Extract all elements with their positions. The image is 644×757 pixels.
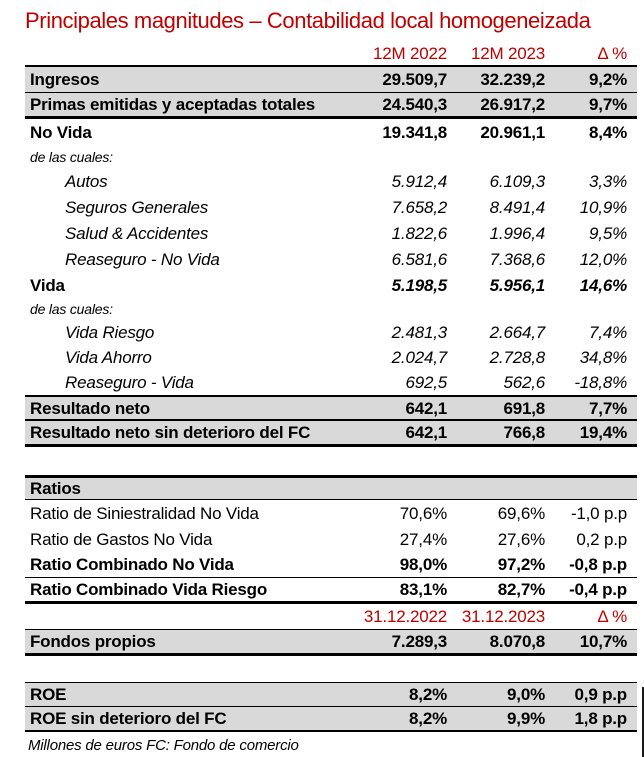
label-cell: Reaseguro - Vida — [65, 373, 194, 392]
col-header-delta: Δ % — [597, 44, 627, 63]
value-2023: 2.664,7 — [489, 323, 545, 342]
value-delta: 10,7% — [579, 632, 627, 651]
value-2023: 1.996,4 — [489, 223, 545, 243]
equity-table — [25, 604, 637, 656]
ratios-section-header — [25, 475, 637, 500]
value-2023: 9,9% — [507, 709, 545, 728]
label-cell: Vida — [30, 275, 65, 295]
value-delta: 7,4% — [589, 323, 627, 342]
label-cell: Primas emitidas y aceptadas totales — [30, 95, 315, 114]
equity-header-row — [25, 604, 637, 630]
row-roe-sin-fc — [25, 707, 637, 732]
label-cell: ROE — [30, 685, 67, 704]
col-header-31-12-2022: 31.12.2022 — [363, 607, 447, 626]
label-cell: No Vida — [30, 123, 92, 142]
value-2023: 5.956,1 — [489, 275, 545, 295]
value-delta: -18,8% — [574, 373, 627, 392]
row-ratio-combinado-vida-riesgo — [25, 578, 637, 604]
row-roe — [25, 682, 637, 707]
value-2022: 7.289,3 — [391, 632, 447, 651]
value-2023: 20.961,1 — [480, 123, 545, 142]
value-delta: 8,4% — [589, 123, 627, 142]
main-table-header-row — [25, 42, 637, 67]
label-cell: Seguros Generales — [65, 197, 209, 217]
row-ingresos — [25, 67, 637, 93]
section-title: Ratios — [30, 479, 81, 498]
label-cell: de las cuales: — [30, 149, 113, 165]
label-cell: Ratio de Siniestralidad No Vida — [30, 503, 259, 523]
value-2022: 29.509,7 — [382, 70, 447, 89]
label-cell: Ratio Combinado No Vida — [30, 555, 234, 574]
value-2022: 70,6% — [399, 503, 447, 523]
roe-table — [25, 682, 637, 732]
value-2023: 97,2% — [497, 555, 545, 574]
value-2023: 6.109,3 — [489, 171, 545, 191]
row-vida-riesgo — [25, 320, 637, 345]
section-gap — [25, 656, 637, 682]
value-2022: 24.540,3 — [382, 95, 447, 114]
row-resultado-neto-sin-fc — [25, 421, 637, 447]
value-delta: 0,2 p.p — [576, 529, 627, 549]
value-2023: 26.917,2 — [480, 95, 545, 114]
col-header-delta: Δ % — [597, 607, 627, 626]
value-delta: 12,0% — [579, 249, 627, 269]
row-ratio-gastos — [25, 526, 637, 552]
value-delta: 0,9 p.p — [574, 685, 627, 704]
label-cell: Fondos propios — [30, 632, 156, 651]
value-delta: 3,3% — [589, 171, 627, 191]
value-delta: 10,9% — [579, 197, 627, 217]
label-cell: ROE sin deterioro del FC — [30, 709, 227, 728]
value-delta: 1,8 p.p — [574, 709, 627, 728]
label-cell: de las cuales: — [30, 301, 113, 317]
row-fondos-propios — [25, 630, 637, 656]
value-2022: 27,4% — [399, 529, 447, 549]
footnote: Millones de euros FC: Fondo de comercio — [28, 737, 299, 754]
page-title: Principales magnitudes – Contabilidad local homogeneizada — [25, 8, 591, 33]
value-delta: 7,7% — [589, 398, 627, 418]
value-2023: 9,0% — [507, 685, 545, 704]
value-2022: 692,5 — [405, 373, 447, 392]
ratios-table — [25, 475, 637, 604]
value-2022: 1.822,6 — [391, 223, 447, 243]
value-2022: 98,0% — [399, 555, 447, 574]
label-cell: Autos — [65, 171, 108, 191]
row-ratio-combinado-no-vida — [25, 552, 637, 578]
value-2022: 642,1 — [405, 398, 447, 418]
value-2023: 8.491,4 — [489, 197, 545, 217]
row-ratio-siniestralidad — [25, 500, 637, 526]
label-cell: Salud & Accidentes — [65, 223, 209, 243]
label-cell: Reaseguro - No Vida — [65, 249, 220, 269]
value-2022: 2.481,3 — [391, 323, 447, 342]
value-delta: 14,6% — [579, 275, 627, 295]
value-delta: 19,4% — [579, 423, 627, 442]
row-salud-accidentes — [25, 220, 637, 246]
col-header-2022: 12M 2022 — [372, 44, 447, 63]
col-header-31-12-2023: 31.12.2023 — [461, 607, 545, 626]
value-2022: 5.912,4 — [391, 171, 447, 191]
label-cell: Ratio Combinado Vida Riesgo — [30, 580, 268, 599]
value-delta: 9,5% — [589, 223, 627, 243]
value-2022: 642,1 — [405, 423, 447, 442]
label-cell: Ratio de Gastos No Vida — [30, 529, 213, 549]
row-reaseguro-no-vida — [25, 246, 637, 272]
value-2022: 7.658,2 — [391, 197, 447, 217]
row-vida-ahorro — [25, 345, 637, 370]
value-2023: 32.239,2 — [480, 70, 545, 89]
value-delta: -1,0 p.p — [570, 503, 627, 523]
row-autos — [25, 168, 637, 194]
main-table — [25, 42, 637, 447]
label-cell: Resultado neto sin deterioro del FC — [30, 423, 311, 442]
row-no-vida — [25, 119, 637, 146]
value-2022: 8,2% — [409, 709, 447, 728]
value-2023: 766,8 — [503, 423, 545, 442]
value-delta: 34,8% — [579, 348, 627, 367]
value-2022: 19.341,8 — [382, 123, 447, 142]
value-2022: 6.581,6 — [391, 249, 447, 269]
section-gap — [25, 447, 637, 475]
value-2023: 69,6% — [497, 503, 545, 523]
value-delta: 9,2% — [589, 70, 627, 89]
value-2023: 7.368,6 — [489, 249, 545, 269]
value-2022: 83,1% — [399, 580, 447, 599]
label-cell: Ingresos — [30, 70, 100, 89]
col-header-2023: 12M 2023 — [470, 44, 545, 63]
value-2022: 8,2% — [409, 685, 447, 704]
row-vida — [25, 272, 637, 298]
value-2023: 2.728,8 — [489, 348, 545, 367]
row-seguros-generales — [25, 194, 637, 220]
label-cell: Vida Ahorro — [65, 348, 152, 367]
row-primas-totales — [25, 93, 637, 119]
row-de-las-cuales-no-vida — [25, 146, 637, 168]
value-2023: 82,7% — [497, 580, 545, 599]
value-delta: -0,8 p.p — [569, 555, 627, 574]
value-2023: 8.070,8 — [489, 632, 545, 651]
value-2023: 27,6% — [497, 529, 545, 549]
value-2023: 691,8 — [503, 398, 545, 418]
value-2022: 5.198,5 — [391, 275, 447, 295]
value-delta: 9,7% — [589, 95, 627, 114]
row-de-las-cuales-vida — [25, 298, 637, 320]
label-cell: Resultado neto — [30, 398, 150, 418]
value-delta: -0,4 p.p — [569, 580, 627, 599]
value-2022: 2.024,7 — [391, 348, 447, 367]
row-reaseguro-vida — [25, 370, 637, 395]
row-resultado-neto — [25, 395, 637, 421]
value-2023: 562,6 — [503, 373, 545, 392]
label-cell: Vida Riesgo — [65, 323, 155, 342]
